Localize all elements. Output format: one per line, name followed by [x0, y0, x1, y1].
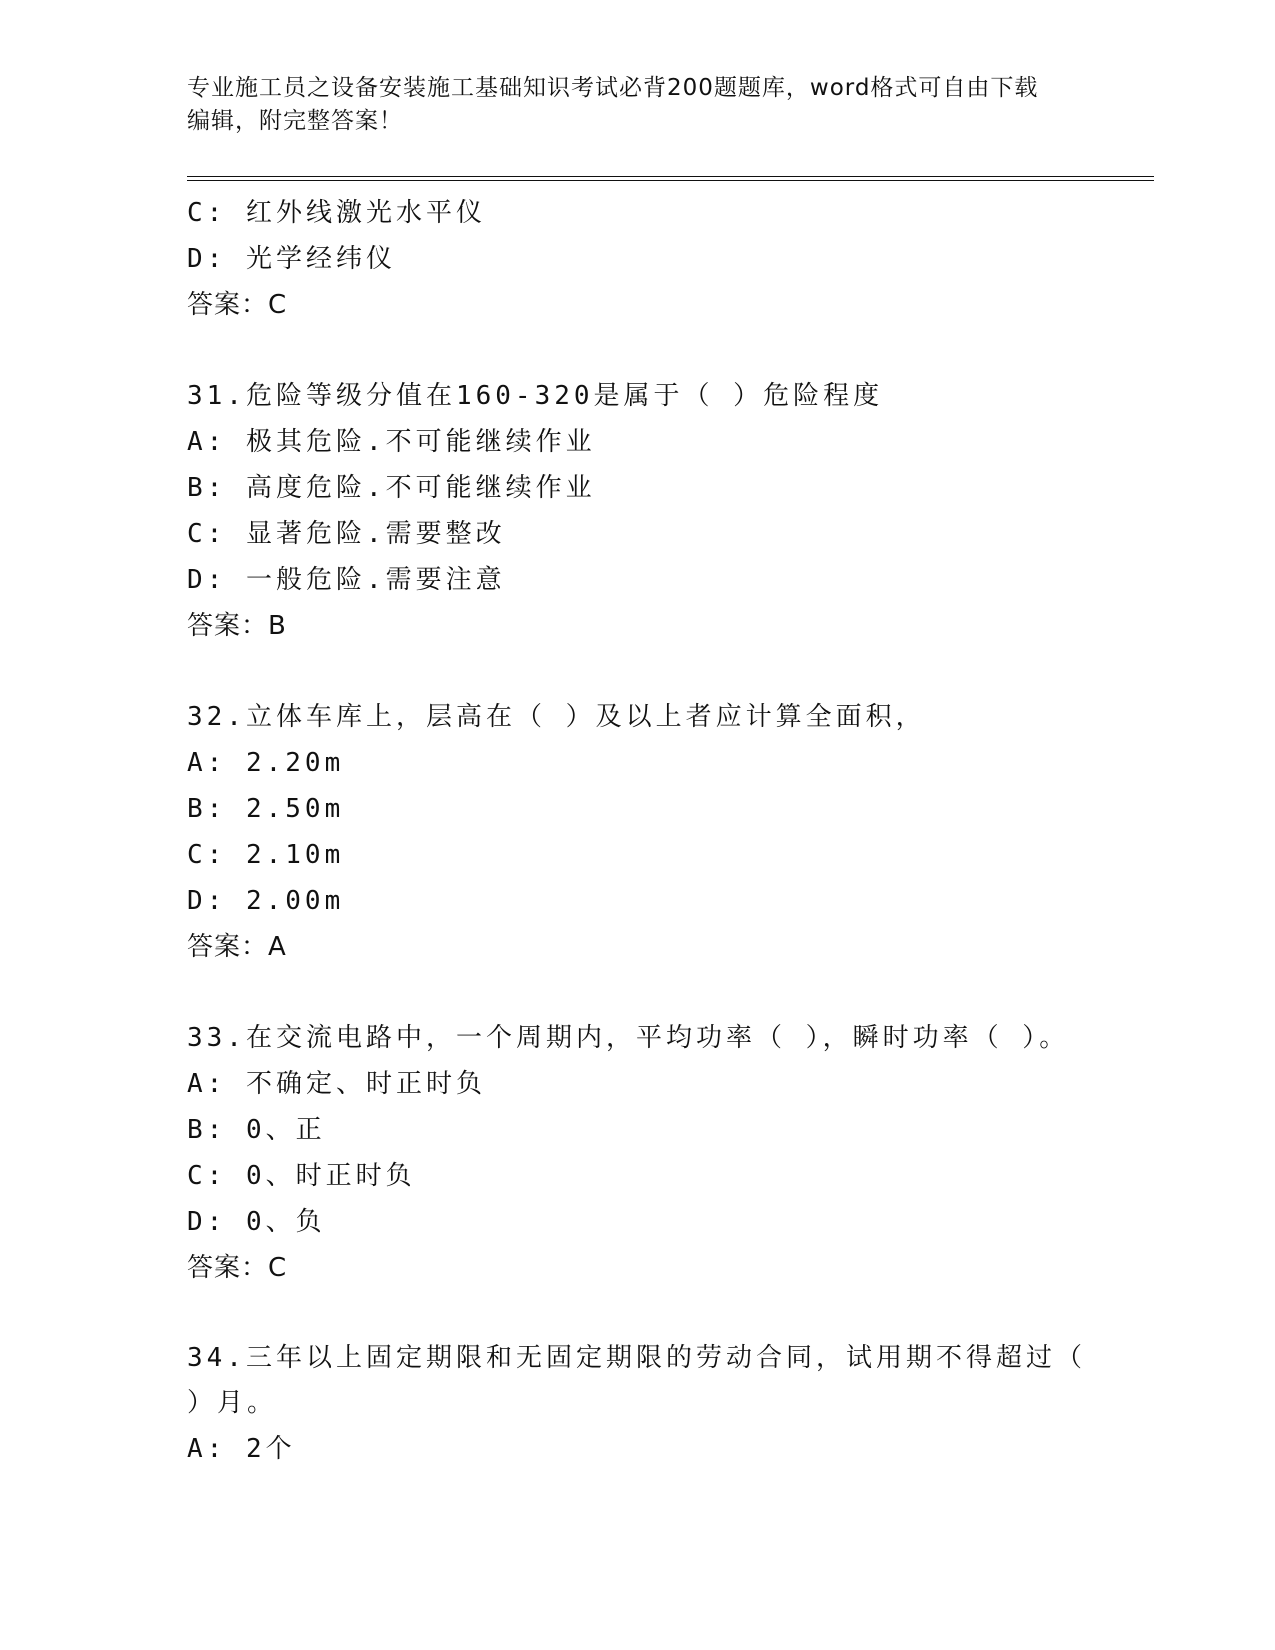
option-letter: A: [187, 748, 227, 778]
question-stem: 31.危险等级分值在160-320是属于（ ）危险程度 [187, 381, 884, 411]
option [187, 236, 1087, 282]
option-text: 一般危险.需要注意 [245, 565, 506, 595]
option [187, 511, 1087, 557]
option-letter: D: [187, 244, 227, 274]
option-letter: C: [187, 198, 227, 228]
answer-line: 答案：C [187, 290, 288, 320]
option-text: 2.00m [245, 886, 345, 916]
option-letter: B: [187, 1115, 227, 1145]
option [187, 1153, 1087, 1199]
option-text: 0、时正时负 [245, 1161, 416, 1191]
option-letter: C: [187, 840, 227, 870]
header-line: 专业施工员之设备安装施工基础知识考试必背200题题库，word格式可自由下载 [187, 75, 1039, 101]
answer-line: 答案：C [187, 1253, 288, 1283]
header-line: 编辑，附完整答案！ [187, 108, 403, 134]
option-letter: A: [187, 427, 227, 457]
option-text: 极其危险.不可能继续作业 [245, 427, 596, 457]
option-letter: B: [187, 794, 227, 824]
option-letter: A: [187, 1069, 227, 1099]
option [187, 557, 1087, 603]
option-letter: D: [187, 1207, 227, 1237]
header-divider [187, 176, 1154, 181]
document-header [187, 72, 1067, 138]
option [187, 878, 1087, 924]
option [187, 1107, 1087, 1153]
option-text: 光学经纬仪 [245, 244, 396, 274]
option-text: 0、正 [245, 1115, 326, 1145]
option-text: 高度危险.不可能继续作业 [245, 473, 596, 503]
option-text: 2个 [245, 1434, 296, 1464]
question-block [187, 1015, 1087, 1291]
option-text: 0、负 [245, 1207, 326, 1237]
option [187, 1061, 1087, 1107]
option-letter: D: [187, 886, 227, 916]
question-list [187, 190, 1087, 1472]
option-letter: C: [187, 1161, 227, 1191]
option-letter: D: [187, 565, 227, 595]
option-text: 2.20m [245, 748, 345, 778]
option-letter: B: [187, 473, 227, 503]
question-stem: 32.立体车库上，层高在（ ）及以上者应计算全面积， [187, 702, 926, 732]
question-block [187, 190, 1087, 328]
option-letter: C: [187, 519, 227, 549]
option-text: 不确定、时正时负 [245, 1069, 486, 1099]
answer-line: 答案：A [187, 932, 287, 962]
option [187, 832, 1087, 878]
option [187, 1199, 1087, 1245]
option-text: 2.50m [245, 794, 345, 824]
option [187, 190, 1087, 236]
question-block [187, 373, 1087, 649]
question-stem-continuation: ）月。 [187, 1388, 278, 1418]
option-text: 红外线激光水平仪 [245, 198, 486, 228]
question-block [187, 1336, 1087, 1472]
question-stem: 34.三年以上固定期限和无固定期限的劳动合同，试用期不得超过（ [187, 1343, 1086, 1373]
option-text: 显著危险.需要整改 [245, 519, 506, 549]
option [187, 419, 1087, 465]
option [187, 786, 1087, 832]
option-letter: A: [187, 1434, 227, 1464]
answer-line: 答案：B [187, 611, 287, 641]
question-stem: 33.在交流电路中，一个周期内，平均功率（ ），瞬时功率（ ）。 [187, 1023, 1070, 1053]
option [187, 740, 1087, 786]
option [187, 465, 1087, 511]
option [187, 1426, 1087, 1472]
question-block [187, 694, 1087, 970]
option-text: 2.10m [245, 840, 345, 870]
